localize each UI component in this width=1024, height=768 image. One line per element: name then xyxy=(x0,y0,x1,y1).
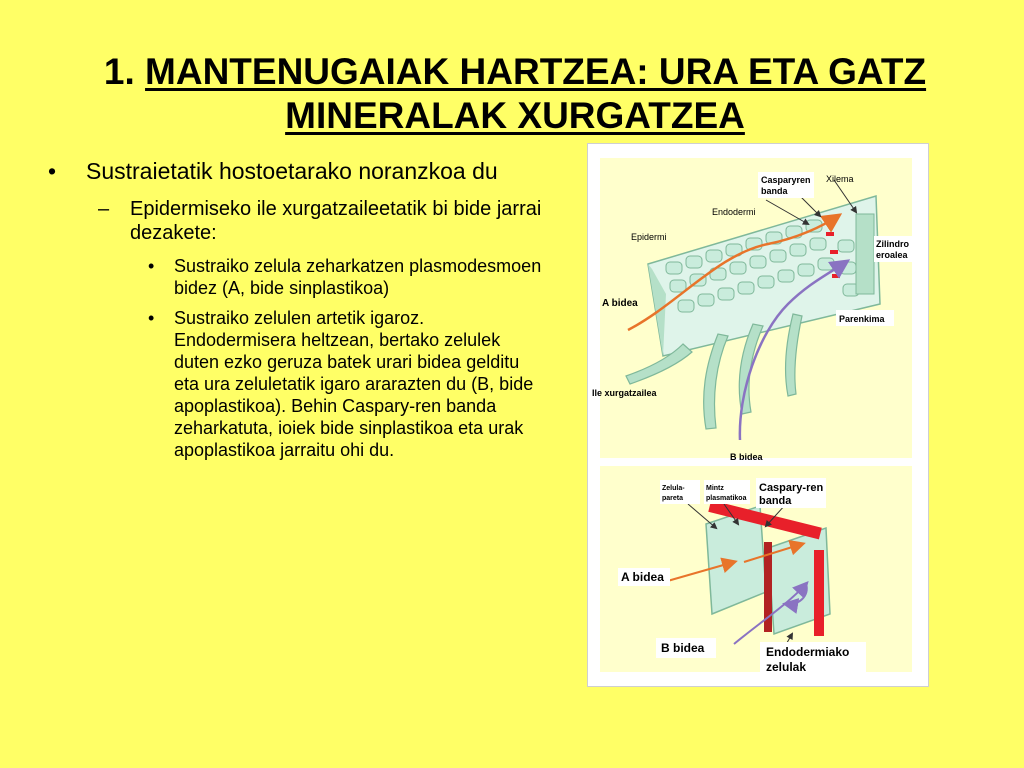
label-endodermi: Endodermi xyxy=(712,207,756,217)
bullet-level2 xyxy=(40,197,560,245)
bullet-text: Sustraietatik hostoetarako noranzkoa du xyxy=(86,158,498,184)
label-a-bidea-bottom: A bidea xyxy=(621,570,664,584)
label-caspary-top-line2: banda xyxy=(761,186,788,196)
label-a-bidea-top: A bidea xyxy=(602,298,638,309)
bullet-list xyxy=(40,158,560,469)
casparian-strip-band xyxy=(814,550,824,636)
bullet-level3 xyxy=(40,307,544,461)
bullet-text: Sustraiko zelula zeharkatzen plasmodesmoen bidez (A, bide sinplastikoa) xyxy=(174,256,542,298)
label-zelula-line2: pareta xyxy=(662,495,684,502)
root-diagram xyxy=(587,143,929,687)
bullet-level1 xyxy=(40,158,560,185)
bullet-text: Sustraiko zelulen artetik igaroz. Endodermisera heltzean, bertako zelulek duten ezko geruza batek urari bidea gelditu eta ura zeluletatik igaro ararazten du (B, bide apoplastikoa). Behin Caspary-ren banda zeharkatuta, ioiek bide sinplastikoa eta urak apoplastikoa jarraitu ohi du. xyxy=(174,308,534,460)
label-zelula-line1: Zelula- xyxy=(662,485,685,492)
bullet-marker: • xyxy=(148,308,155,328)
label-b-bidea-top: B bidea xyxy=(730,452,763,462)
label-caspary-top-line1: Casparyren xyxy=(761,175,811,185)
label-zilindro-line2: eroalea xyxy=(876,250,908,260)
dash-marker: – xyxy=(98,198,110,220)
xylem xyxy=(856,214,874,294)
title-text: MANTENUGAIAK HARTZEA: URA ETA GATZ MINERALAK XURGATZEA xyxy=(145,51,927,136)
bullet-marker: • xyxy=(148,256,155,276)
label-mintz-line1: Mintz xyxy=(706,485,724,492)
label-caspary-bottom-line2: banda xyxy=(759,495,792,507)
label-caspary-bottom-line1: Caspary-ren xyxy=(759,482,824,494)
slide-title xyxy=(40,50,990,138)
label-ile: Ile xurgatzailea xyxy=(592,388,657,398)
title-number: 1. xyxy=(103,51,135,92)
bullet-text: Epidermiseko ile xurgatzaileetatik bi bide jarrai dezakete: xyxy=(130,198,542,244)
bullet-marker: • xyxy=(48,158,57,184)
label-zilindro-line1: Zilindro xyxy=(876,239,909,249)
label-endo-line2: zelulak xyxy=(766,660,807,674)
label-b-bidea-bottom: B bidea xyxy=(661,641,705,655)
label-epidermi: Epidermi xyxy=(631,232,667,242)
bullet-level3 xyxy=(40,255,544,299)
label-endo-line1: Endodermiako xyxy=(766,645,850,659)
label-xilema: Xilema xyxy=(826,174,854,184)
label-mintz-line2: plasmatikoa xyxy=(706,495,747,502)
label-parenkima: Parenkima xyxy=(839,314,885,324)
